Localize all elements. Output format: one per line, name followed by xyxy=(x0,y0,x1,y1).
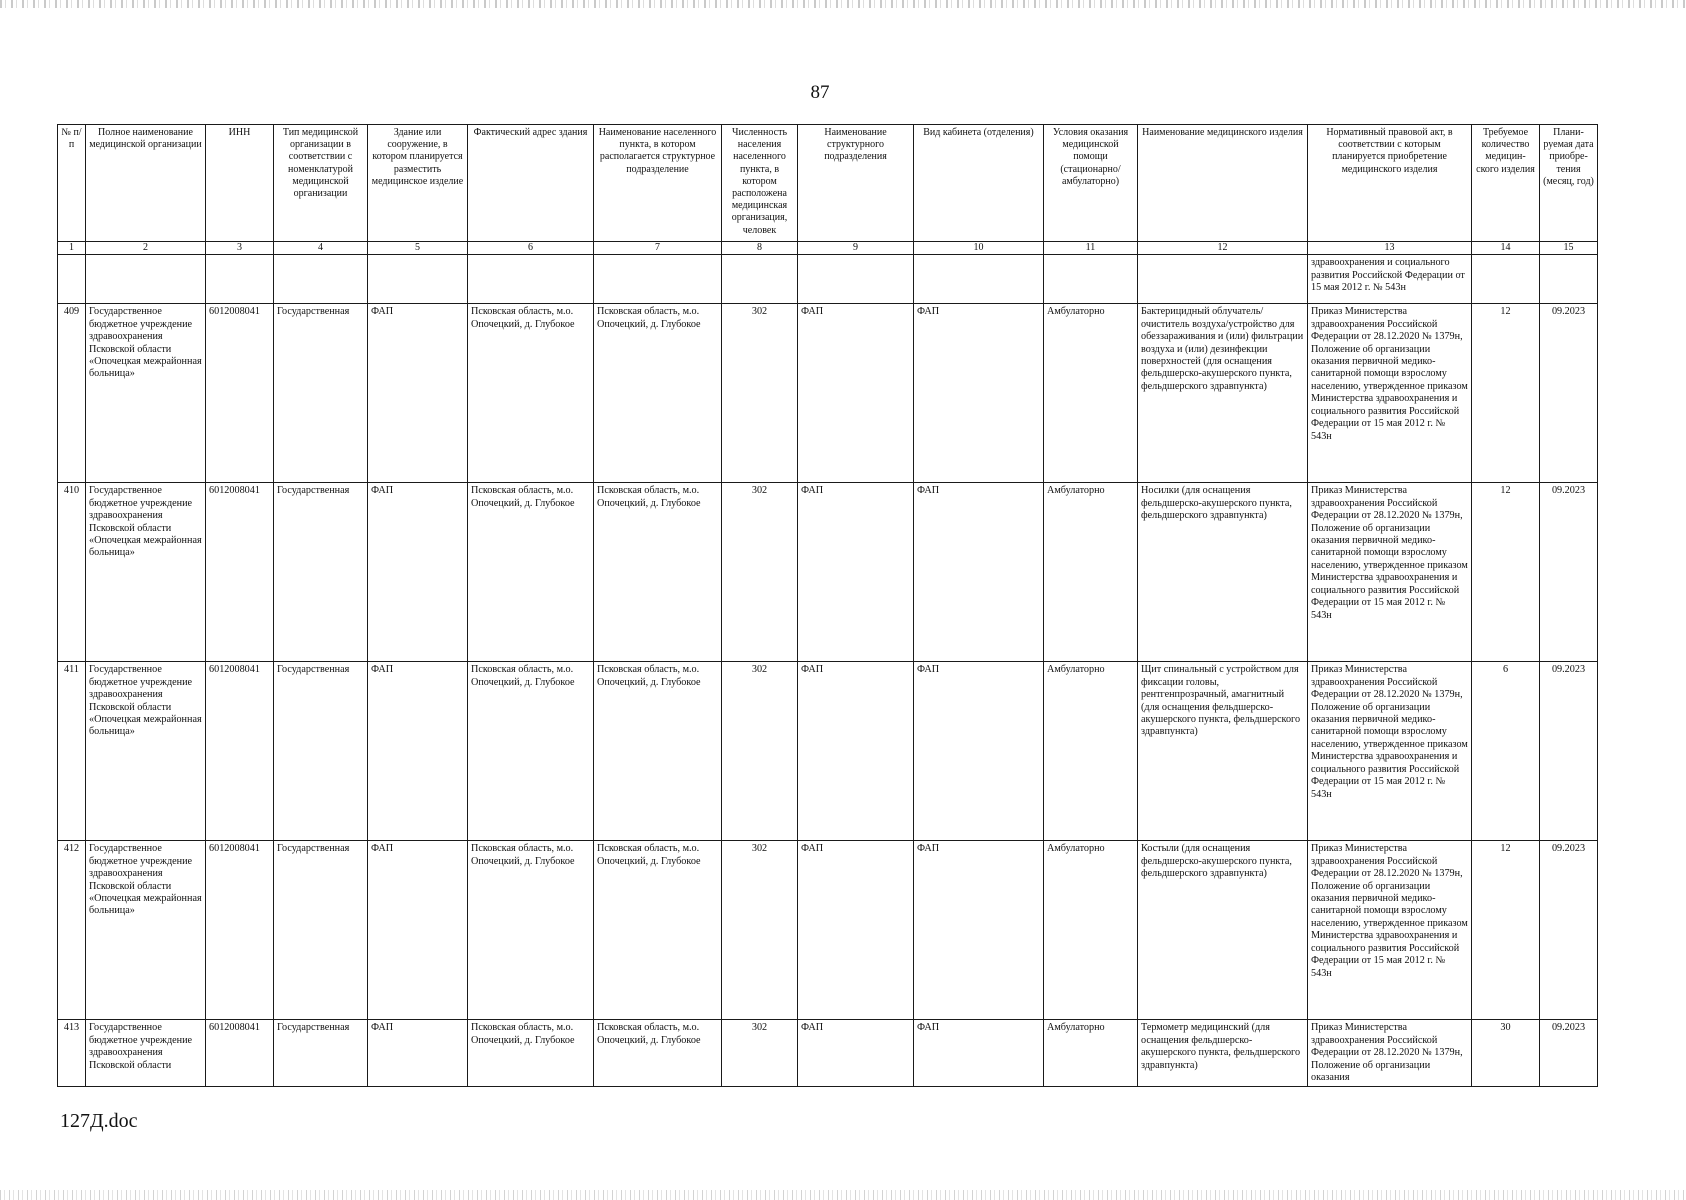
structural-unit: ФАП xyxy=(798,841,914,1020)
header-cell: Плани-руемая дата приобре-тения (месяц, год) xyxy=(1540,125,1598,242)
org-type: Государственная xyxy=(274,841,368,1020)
column-number: 14 xyxy=(1472,242,1540,255)
device-name: Термометр медицинский (для оснащения фельдшерско-акушерского пункта, фельдшерского здравпункта) xyxy=(1138,1020,1308,1087)
legal-act: Приказ Министерства здравоохранения Российской Федерации от 28.12.2020 № 1379н, Положение об организации оказания первичной медико-санитарной помощи взрослому населению, утвержденное приказом Министерства здравоохранения и социального развития Российской Федерации от 15 мая 2012 г. № 543н xyxy=(1308,662,1472,841)
quantity: 12 xyxy=(1472,841,1540,1020)
legal-act: Приказ Министерства здравоохранения Российской Федерации от 28.12.2020 № 1379н, Положение об организации оказания первичной медико-санитарной помощи взрослому населению, утвержденное приказом Министерства здравоохранения и социального развития Российской Федерации от 15 мая 2012 г. № 543н xyxy=(1308,304,1472,483)
row-number: 413 xyxy=(58,1020,86,1087)
table-row xyxy=(58,304,1598,483)
row-number: 410 xyxy=(58,483,86,662)
column-number: 6 xyxy=(468,242,594,255)
header-cell: ИНН xyxy=(206,125,274,242)
purchase-date: 09.2023 xyxy=(1540,304,1598,483)
cabinet-type: ФАП xyxy=(914,1020,1044,1087)
org-type: Государственная xyxy=(274,304,368,483)
device-name: Костыли (для оснащения фельдшерско-акушерского пункта, фельдшерского здравпункта) xyxy=(1138,841,1308,1020)
device-name: Носилки (для оснащения фельдшерско-акушерского пункта, фельдшерского здравпункта) xyxy=(1138,483,1308,662)
column-number: 3 xyxy=(206,242,274,255)
org-name: Государственное бюджетное учреждение здравоохранения Псковской области «Опочецкая межрайонная больница» xyxy=(86,841,206,1020)
header-cell: Тип медицинской организации в соответствии с номенклатурой медицинской организации xyxy=(274,125,368,242)
settlement: Псковская область, м.о. Опочецкий, д. Глубокое xyxy=(594,483,722,662)
settlement: Псковская область, м.о. Опочецкий, д. Глубокое xyxy=(594,841,722,1020)
inn: 6012008041 xyxy=(206,841,274,1020)
document-filename: 127Д.doc xyxy=(60,1110,138,1132)
header-cell: Вид кабинета (отделения) xyxy=(914,125,1044,242)
care-conditions: Амбулаторно xyxy=(1044,841,1138,1020)
building: ФАП xyxy=(368,662,468,841)
header-cell: Наименование населенного пункта, в котором располагается структурное подразделение xyxy=(594,125,722,242)
building: ФАП xyxy=(368,1020,468,1087)
inn: 6012008041 xyxy=(206,304,274,483)
continuation-text: здравоохранения и социального развития Российской Федерации от 15 мая 2012 г. № 543н xyxy=(1308,255,1472,304)
legal-act: Приказ Министерства здравоохранения Российской Федерации от 28.12.2020 № 1379н, Положение об организации оказания xyxy=(1308,1020,1472,1087)
table-row xyxy=(58,662,1598,841)
legal-act: Приказ Министерства здравоохранения Российской Федерации от 28.12.2020 № 1379н, Положение об организации оказания первичной медико-санитарной помощи взрослому населению, утвержденное приказом Министерства здравоохранения и социального развития Российской Федерации от 15 мая 2012 г. № 543н xyxy=(1308,841,1472,1020)
org-name: Государственное бюджетное учреждение здравоохранения Псковской области «Опочецкая межрайонная больница» xyxy=(86,662,206,841)
building: ФАП xyxy=(368,304,468,483)
equipment-table xyxy=(57,124,1598,1087)
header-cell: Полное наименование медицинской организации xyxy=(86,125,206,242)
inn: 6012008041 xyxy=(206,662,274,841)
column-number: 11 xyxy=(1044,242,1138,255)
column-number: 4 xyxy=(274,242,368,255)
header-cell: Фактический адрес здания xyxy=(468,125,594,242)
structural-unit: ФАП xyxy=(798,483,914,662)
cabinet-type: ФАП xyxy=(914,841,1044,1020)
population: 302 xyxy=(722,662,798,841)
column-number: 1 xyxy=(58,242,86,255)
care-conditions: Амбулаторно xyxy=(1044,304,1138,483)
quantity: 30 xyxy=(1472,1020,1540,1087)
continuation-row xyxy=(58,255,1598,304)
quantity: 12 xyxy=(1472,483,1540,662)
column-number: 8 xyxy=(722,242,798,255)
care-conditions: Амбулаторно xyxy=(1044,483,1138,662)
row-number: 412 xyxy=(58,841,86,1020)
table-row xyxy=(58,483,1598,662)
care-conditions: Амбулаторно xyxy=(1044,1020,1138,1087)
settlement: Псковская область, м.о. Опочецкий, д. Глубокое xyxy=(594,304,722,483)
org-name: Государственное бюджетное учреждение здравоохранения Псковской области «Опочецкая межрайонная больница» xyxy=(86,483,206,662)
cabinet-type: ФАП xyxy=(914,662,1044,841)
column-number-row xyxy=(58,242,1598,255)
population: 302 xyxy=(722,304,798,483)
column-number: 5 xyxy=(368,242,468,255)
device-name: Щит спинальный с устройством для фиксации головы, рентгенпрозрачный, амагнитный (для оснащения фельдшерско-акушерского пункта, фельдшерского здравпункта) xyxy=(1138,662,1308,841)
address: Псковская область, м.о. Опочецкий, д. Глубокое xyxy=(468,1020,594,1087)
structural-unit: ФАП xyxy=(798,304,914,483)
scan-noise-bottom xyxy=(0,1190,1686,1200)
cabinet-type: ФАП xyxy=(914,304,1044,483)
column-number: 15 xyxy=(1540,242,1598,255)
header-cell: Наименование структурного подразделения xyxy=(798,125,914,242)
header-row xyxy=(58,125,1598,242)
page-number: 87 xyxy=(810,82,830,103)
org-type: Государственная xyxy=(274,483,368,662)
settlement: Псковская область, м.о. Опочецкий, д. Глубокое xyxy=(594,662,722,841)
column-number: 10 xyxy=(914,242,1044,255)
org-type: Государственная xyxy=(274,662,368,841)
purchase-date: 09.2023 xyxy=(1540,1020,1598,1087)
inn: 6012008041 xyxy=(206,1020,274,1087)
settlement: Псковская область, м.о. Опочецкий, д. Глубокое xyxy=(594,1020,722,1087)
header-cell: Нормативный правовой акт, в соответствии с которым планируется приобретение медицинского изделия xyxy=(1308,125,1472,242)
address: Псковская область, м.о. Опочецкий, д. Глубокое xyxy=(468,841,594,1020)
purchase-date: 09.2023 xyxy=(1540,662,1598,841)
structural-unit: ФАП xyxy=(798,1020,914,1087)
cabinet-type: ФАП xyxy=(914,483,1044,662)
column-number: 9 xyxy=(798,242,914,255)
address: Псковская область, м.о. Опочецкий, д. Глубокое xyxy=(468,662,594,841)
population: 302 xyxy=(722,483,798,662)
purchase-date: 09.2023 xyxy=(1540,483,1598,662)
structural-unit: ФАП xyxy=(798,662,914,841)
table-row xyxy=(58,1020,1598,1087)
device-name: Бактерицидный облучатель/очиститель воздуха/устройство для обеззараживания и (или) фильтрации воздуха и (или) дезинфекции поверхностей (для оснащения фельдшерско-акушерского пункта, фельдшерского здравпункта) xyxy=(1138,304,1308,483)
row-number: 409 xyxy=(58,304,86,483)
care-conditions: Амбулаторно xyxy=(1044,662,1138,841)
org-name: Государственное бюджетное учреждение здравоохранения Псковской области «Опочецкая межрайонная больница» xyxy=(86,304,206,483)
quantity: 12 xyxy=(1472,304,1540,483)
column-number: 12 xyxy=(1138,242,1308,255)
header-cell: Наименование медицинского изделия xyxy=(1138,125,1308,242)
header-cell: № п/п xyxy=(58,125,86,242)
column-number: 7 xyxy=(594,242,722,255)
inn: 6012008041 xyxy=(206,483,274,662)
header-cell: Численность населения населенного пункта, в котором расположена медицинская организация, человек xyxy=(722,125,798,242)
scan-noise-top xyxy=(0,0,1686,8)
quantity: 6 xyxy=(1472,662,1540,841)
header-cell: Условия оказания медицинской помощи (стационарно/ амбулаторно) xyxy=(1044,125,1138,242)
building: ФАП xyxy=(368,483,468,662)
population: 302 xyxy=(722,841,798,1020)
org-name: Государственное бюджетное учреждение здравоохранения Псковской области xyxy=(86,1020,206,1087)
address: Псковская область, м.о. Опочецкий, д. Глубокое xyxy=(468,483,594,662)
address: Псковская область, м.о. Опочецкий, д. Глубокое xyxy=(468,304,594,483)
column-number: 13 xyxy=(1308,242,1472,255)
legal-act: Приказ Министерства здравоохранения Российской Федерации от 28.12.2020 № 1379н, Положение об организации оказания первичной медико-санитарной помощи взрослому населению, утвержденное приказом Министерства здравоохранения и социального развития Российской Федерации от 15 мая 2012 г. № 543н xyxy=(1308,483,1472,662)
building: ФАП xyxy=(368,841,468,1020)
org-type: Государственная xyxy=(274,1020,368,1087)
column-number: 2 xyxy=(86,242,206,255)
population: 302 xyxy=(722,1020,798,1087)
header-cell: Здание или сооружение, в котором планируется разместить медицинское изделие xyxy=(368,125,468,242)
purchase-date: 09.2023 xyxy=(1540,841,1598,1020)
header-cell: Требуемое количество медицин-ского изделия xyxy=(1472,125,1540,242)
table-row xyxy=(58,841,1598,1020)
row-number: 411 xyxy=(58,662,86,841)
